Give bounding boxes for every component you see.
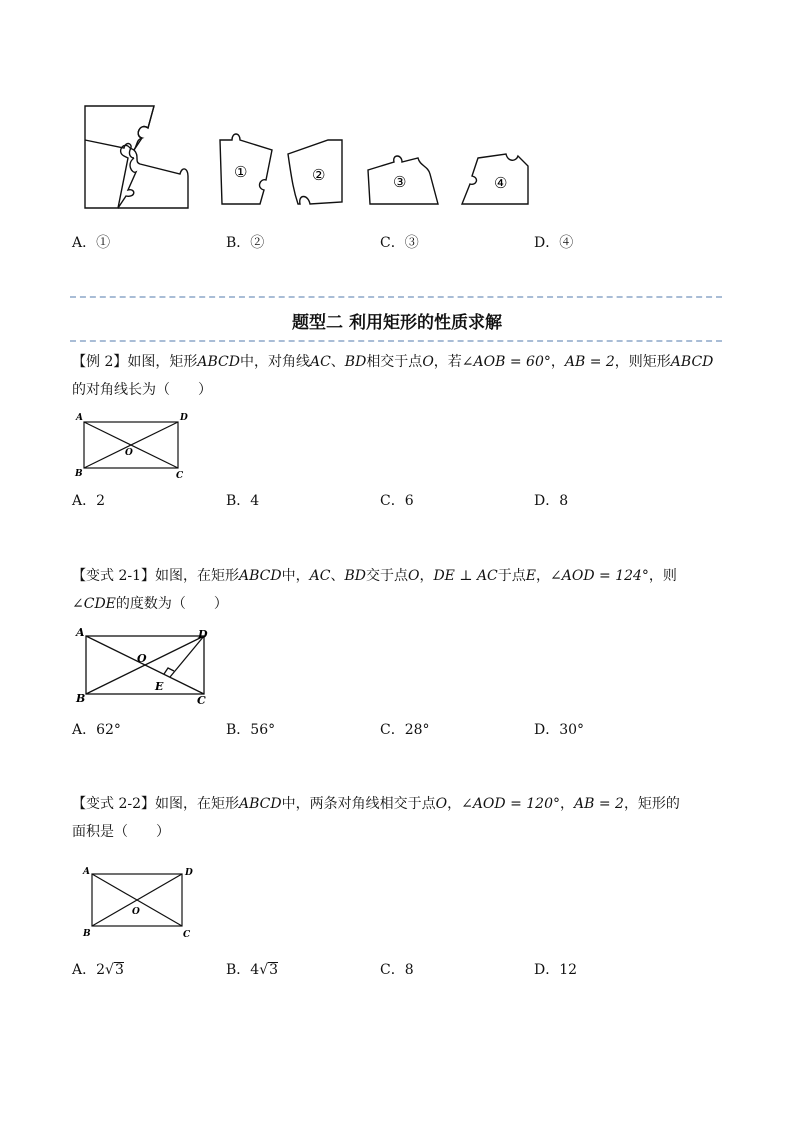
variant21-option-a[interactable]: A．62° [72,722,121,738]
label-c: C [176,471,184,481]
example2-question: 【例 2】如图，矩形ABCD中，对角线AC、BD相交于点O，若∠AOB = 60°，AB = 2，则矩形ABCD 的对角线长为（ ） [72,354,714,398]
example2-option-d[interactable]: D．8 [534,493,569,509]
label-b: B [75,469,83,479]
label-d: D [198,628,208,641]
section-divider-bottom [70,340,722,342]
variant21-figure [72,624,217,710]
assembled-piece-right [118,106,188,208]
puzzle-option-b[interactable]: B．② [226,235,265,251]
assembled-square [85,106,154,208]
label-o: O [125,448,133,458]
piece-4-label: ④ [494,174,508,192]
label-d: D [185,868,193,878]
label-b: B [83,929,91,939]
puzzle-option-d[interactable]: D．④ [534,235,574,251]
example2-option-b[interactable]: B．4 [226,493,260,509]
assembled-cut-left [85,140,134,158]
piece-3-label: ③ [393,173,407,191]
sqrt-symbol: √ [105,962,114,978]
label-o: O [137,652,147,665]
label-b: B [76,692,86,705]
section-title: 题型二 利用矩形的性质求解 [292,313,502,333]
piece-1-label: ① [234,163,248,181]
question-tag: 【例 2】 [72,354,128,370]
variant22-option-a[interactable]: A．2√3 [72,962,124,978]
label-a: A [83,867,90,877]
label-c: C [183,930,191,940]
label-d: D [180,413,188,423]
section-divider-top [70,296,722,298]
variant21-option-d[interactable]: D．30° [534,722,585,738]
variant22-option-b[interactable]: B．4√3 [226,962,279,978]
variant21-question: 【变式 2-1】如图，在矩形ABCD中，AC、BD交于点O，DE ⊥ AC于点E，∠AOD = 124°，则 ∠CDE的度数为（ ） [72,568,677,612]
variant22-question: 【变式 2-2】如图，在矩形ABCD中，两条对角线相交于点O，∠AOD = 120°，AB = 2，矩形的 面积是（ ） [72,796,680,840]
label-e: E [155,680,164,693]
segment-de [170,636,204,677]
variant22-option-c[interactable]: C．8 [380,962,414,978]
variant21-option-c[interactable]: C．28° [380,722,430,738]
example2-option-a[interactable]: A．2 [72,493,106,509]
puzzle-option-c[interactable]: C．③ [380,235,419,251]
sqrt-symbol: √ [259,962,269,978]
question-tag: 【变式 2-2】 [72,796,155,812]
label-c: C [197,694,206,707]
puzzle-option-a[interactable]: A．① [72,235,111,251]
example2-option-c[interactable]: C．6 [380,493,414,509]
question-tag: 【变式 2-1】 [72,568,155,584]
puzzle-figure [80,100,540,215]
label-a: A [76,413,83,423]
variant21-option-b[interactable]: B．56° [226,722,276,738]
variant22-figure [78,862,198,944]
piece-2-label: ② [312,166,326,184]
variant22-option-d[interactable]: D．12 [534,962,578,978]
example2-figure [72,410,192,482]
label-o: O [132,907,140,917]
label-a: A [76,626,85,639]
